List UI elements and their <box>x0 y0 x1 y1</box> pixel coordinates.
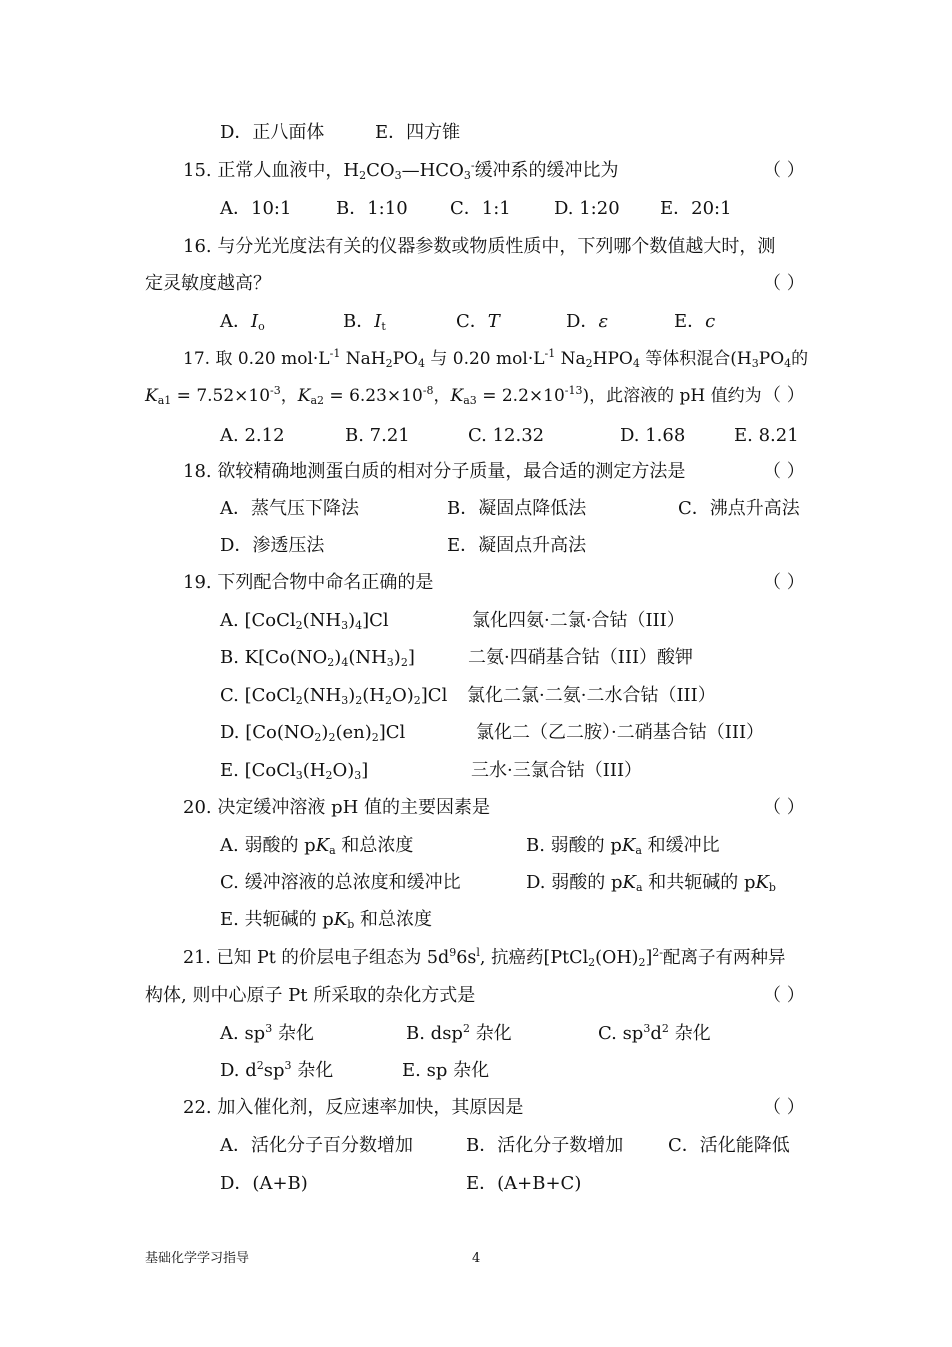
q20-option-e: E. 共轭碱的 $pK_b$ 和总浓度 <box>220 909 433 931</box>
q22-option-a: A．活化分子百分数增加 <box>220 1135 413 1156</box>
q22-answer-bracket: （ ） <box>763 1097 805 1118</box>
q18-option-a: A．蒸气压下降法 <box>220 498 359 519</box>
q17-option-a: A. 2.12 <box>220 425 285 446</box>
q16-option-b: B．$I_t$ <box>343 311 386 333</box>
q21-option-e: E. sp 杂化 <box>402 1060 490 1081</box>
q16-option-e: E．c <box>674 311 716 332</box>
q17-option-d: D. 1.68 <box>620 425 686 446</box>
q20-answer-bracket: （ ） <box>763 797 805 818</box>
q16-option-a: A．$I_o$ <box>220 311 265 333</box>
q19-option-b-name: 二氨·四硝基合钴（III）酸钾 <box>468 647 694 668</box>
q22-stem: 22. 加入催化剂，反应速率加快，其原因是 <box>183 1097 524 1118</box>
q21-answer-bracket: （ ） <box>763 985 805 1006</box>
q20-option-d: D. 弱酸的 $pK_a$ 和共轭碱的 $pK_b$ <box>526 872 776 894</box>
q19-option-d-name: 氯化二（乙二胺）·二硝基合钴（III） <box>476 722 765 743</box>
q22-option-c: C．活化能降低 <box>668 1135 790 1156</box>
q14-option-e: E．四方锥 <box>375 122 461 143</box>
q15-option-d: D. 1:20 <box>554 198 620 219</box>
q16-stem-line2: 定灵敏度越高？ <box>145 273 271 294</box>
q18-answer-bracket: （ ） <box>763 461 805 482</box>
q19-answer-bracket: （ ） <box>763 572 805 593</box>
q15-answer-bracket: （ ） <box>763 160 805 181</box>
q18-option-e: E．凝固点升高法 <box>447 535 587 556</box>
page-number: 4 <box>472 1251 481 1266</box>
q20-stem: 20. 决定缓冲溶液 pH 值的主要因素是 <box>183 797 491 818</box>
q15-option-a: A．10:1 <box>220 198 292 219</box>
q20-option-c: C. 缓冲溶液的总浓度和缓冲比 <box>220 872 461 893</box>
q21-option-b: B. dsp$^2$ 杂化 <box>406 1022 512 1044</box>
q19-option-e-name: 三水·三氯合钴（III） <box>471 760 643 781</box>
q18-option-c: C．沸点升高法 <box>678 498 800 519</box>
q15-option-c: C．1:1 <box>450 198 511 219</box>
q17-option-b: B. 7.21 <box>345 425 410 446</box>
q17-stem-line2: $K_{a1} = 7.52\times 10^{-3}$，$K_{a2} = 6.23\times 10^{-8}$，$K_{a3} = 2.2\times 10^{-13}$)，此溶液的 pH 值约为 <box>145 384 762 407</box>
q19-stem: 19. 下列配合物中命名正确的是 <box>183 572 434 593</box>
q14-option-d: D．正八面体 <box>220 122 325 143</box>
q22-option-b: B．活化分子数增加 <box>466 1135 624 1156</box>
q17-answer-bracket: （ ） <box>763 385 805 406</box>
q19-option-d-formula: D. $[Co(NO_2)_2(en)_2]Cl$ <box>220 722 406 744</box>
q19-option-a-name: 氯化四氨·二氯·合钴（III） <box>472 610 685 631</box>
q19-option-a-formula: A. $[CoCl_2(NH_3)_4]Cl$ <box>220 610 389 632</box>
q21-option-a: A. $sp^3$ 杂化 <box>220 1022 314 1044</box>
q17-stem-line1: 17. 取 0.20 $mol\cdot L^{-1}$ $NaH_2PO_4$ 与 0.20 $mol\cdot L^{-1}$ $Na_2HPO_4$ 等体积混合($H_3PO_4$的 <box>183 347 809 370</box>
q20-option-a: A. 弱酸的 $pK_a$ 和总浓度 <box>220 835 414 857</box>
q21-option-d: D. $d^2sp^3$ 杂化 <box>220 1059 334 1081</box>
q17-option-e: E. 8.21 <box>734 425 799 446</box>
q18-stem: 18. 欲较精确地测蛋白质的相对分子质量，最合适的测定方法是 <box>183 461 686 482</box>
q21-stem-line1: 21. 已知 Pt 的价层电子组态为 $5d^96s^l$, 抗癌药$[PtCl_2(OH)_2]^{2-}$配离子有两种异 <box>183 946 786 969</box>
q17-option-c: C. 12.32 <box>468 425 545 446</box>
q19-option-c-formula: C. $[CoCl_2(NH_3)_2(H_2O)_2]Cl$ <box>220 685 448 707</box>
q22-option-d: D．(A+B) <box>220 1173 308 1194</box>
q21-stem-line2: 构体, 则中心原子 Pt 所采取的杂化方式是 <box>145 985 476 1006</box>
q16-stem-line1: 16. 与分光光度法有关的仪器参数或物质性质中，下列哪个数值越大时，测 <box>183 236 776 257</box>
q21-option-c: C. $sp^3d^2$ 杂化 <box>598 1022 711 1044</box>
q19-option-c-name: 氯化二氯·二氨·二水合钴（III） <box>467 685 716 706</box>
q15-stem: 15. 正常人血液中，$H_2CO_3—HCO_3^-$缓冲系的缓冲比为 <box>183 159 619 182</box>
footer-title: 基础化学学习指导 <box>145 1251 250 1266</box>
q15-option-b: B．1:10 <box>336 198 408 219</box>
q19-option-b-formula: B. $K[Co(NO_2)_4(NH_3)_2]$ <box>220 647 415 669</box>
q20-option-b: B. 弱酸的 $pK_a$ 和缓冲比 <box>526 835 720 857</box>
q15-option-e: E．20:1 <box>660 198 732 219</box>
q16-option-c: C．T <box>456 311 500 332</box>
q18-option-b: B．凝固点降低法 <box>447 498 587 519</box>
q22-option-e: E．(A+B+C) <box>466 1173 582 1194</box>
q19-option-e-formula: E. $[CoCl_3(H_2O)_3]$ <box>220 760 369 782</box>
q16-answer-bracket: （ ） <box>763 273 805 294</box>
q16-option-d: D．ε <box>566 311 609 332</box>
q18-option-d: D．渗透压法 <box>220 535 325 556</box>
